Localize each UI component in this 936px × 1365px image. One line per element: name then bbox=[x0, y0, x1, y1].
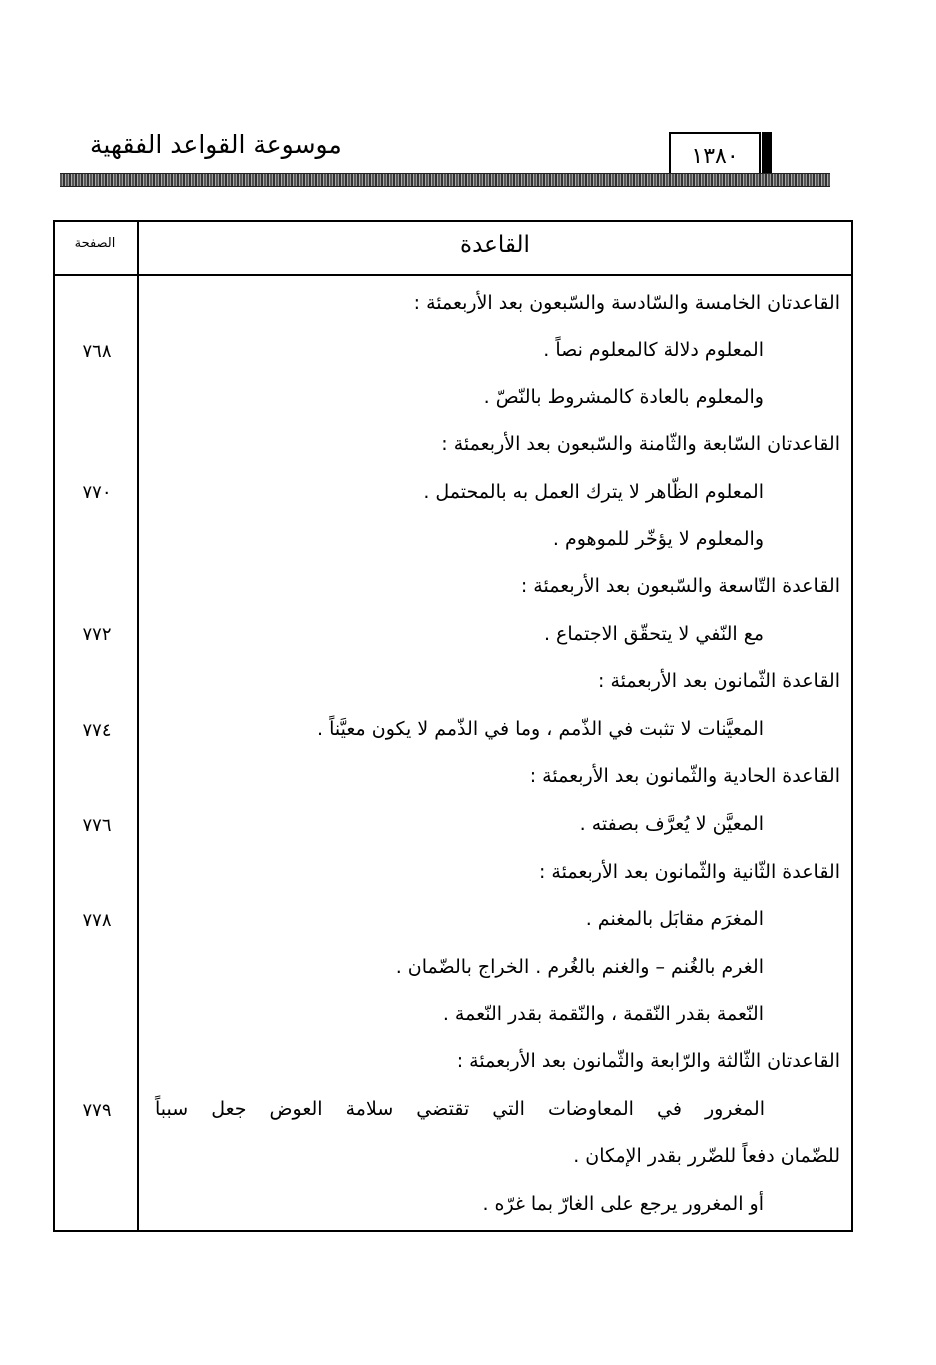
rule-heading: القاعدة التّاسعة والسّبعون بعد الأربعمئة : bbox=[520, 575, 840, 597]
header-divider bbox=[53, 274, 853, 276]
rule-text: المغرَم مقابَل بالمغنم . bbox=[585, 908, 764, 930]
column-header-rule: القاعدة bbox=[460, 232, 530, 258]
page-ref: ٧٧٨ bbox=[82, 910, 112, 931]
rule-text: الغرم بالغُنم – والغنم بالغُرم . الخراج بالضّمان . bbox=[395, 956, 764, 978]
page-number-shadow bbox=[762, 132, 772, 178]
rule-heading: القاعدتان الثّالثة والرّابعة والثّمانون بعد الأربعمئة : bbox=[456, 1050, 840, 1072]
rule-text: المعلوم دلالة كالمعلوم نصاً . bbox=[543, 339, 764, 361]
rule-text: النّعمة بقدر النّقمة ، والنّقمة بقدر النّعمة . bbox=[442, 1003, 764, 1025]
page-ref: ٧٧٦ bbox=[82, 815, 112, 836]
page-ref: ٧٧٢ bbox=[82, 624, 112, 645]
page-ref: ٧٧٩ bbox=[82, 1100, 112, 1121]
rule-heading: القاعدتان السّابعة والثّامنة والسّبعون بعد الأربعمئة : bbox=[441, 433, 840, 455]
rule-text: المعيَّنات لا تثبت في الذّمم ، وما في الذّمم لا يكون معيَّناً . bbox=[317, 718, 764, 740]
rule-heading: القاعدة الثّمانون بعد الأربعمئة : bbox=[598, 670, 840, 692]
rule-heading: القاعدتان الخامسة والسّادسة والسّبعون بعد الأربعمئة : bbox=[413, 292, 840, 314]
page-number: ١٣٨٠ bbox=[669, 132, 761, 178]
rule-text: مع النّفي لا يتحقّق الاجتماع . bbox=[543, 623, 764, 645]
page-ref: ٧٦٨ bbox=[82, 341, 112, 362]
rule-text: المعلوم الظّاهر لا يترك العمل به بالمحتمل . bbox=[423, 481, 764, 503]
page-ref: ٧٧٤ bbox=[82, 720, 112, 741]
book-title: موسوعة القواعد الفقهية bbox=[90, 130, 342, 159]
rule-text-continuation: للضّمان دفعاً للضّرر بقدر الإمكان . bbox=[573, 1145, 840, 1167]
header-rule bbox=[60, 173, 830, 187]
rule-text: المغرور في المعاوضات التي تقتضي سلامة العوض جعل سبباً bbox=[155, 1098, 765, 1120]
rule-heading: القاعدة الثّانية والثّمانون بعد الأربعمئة : bbox=[538, 861, 840, 883]
rule-text: والمعلوم بالعادة كالمشروط بالنّصّ . bbox=[483, 386, 764, 408]
rule-heading: القاعدة الحادية والثّمانون بعد الأربعمئة : bbox=[529, 765, 840, 787]
page-ref: ٧٧٠ bbox=[82, 482, 112, 503]
rule-text: والمعلوم لا يؤخّر للموهوم . bbox=[552, 528, 764, 550]
rule-text: المعيَّن لا يُعرَّف بصفته . bbox=[579, 813, 764, 835]
rule-text: أو المغرور يرجع على الغارّ بما غرّه . bbox=[482, 1193, 764, 1215]
column-header-page: الصفحة bbox=[74, 236, 116, 251]
